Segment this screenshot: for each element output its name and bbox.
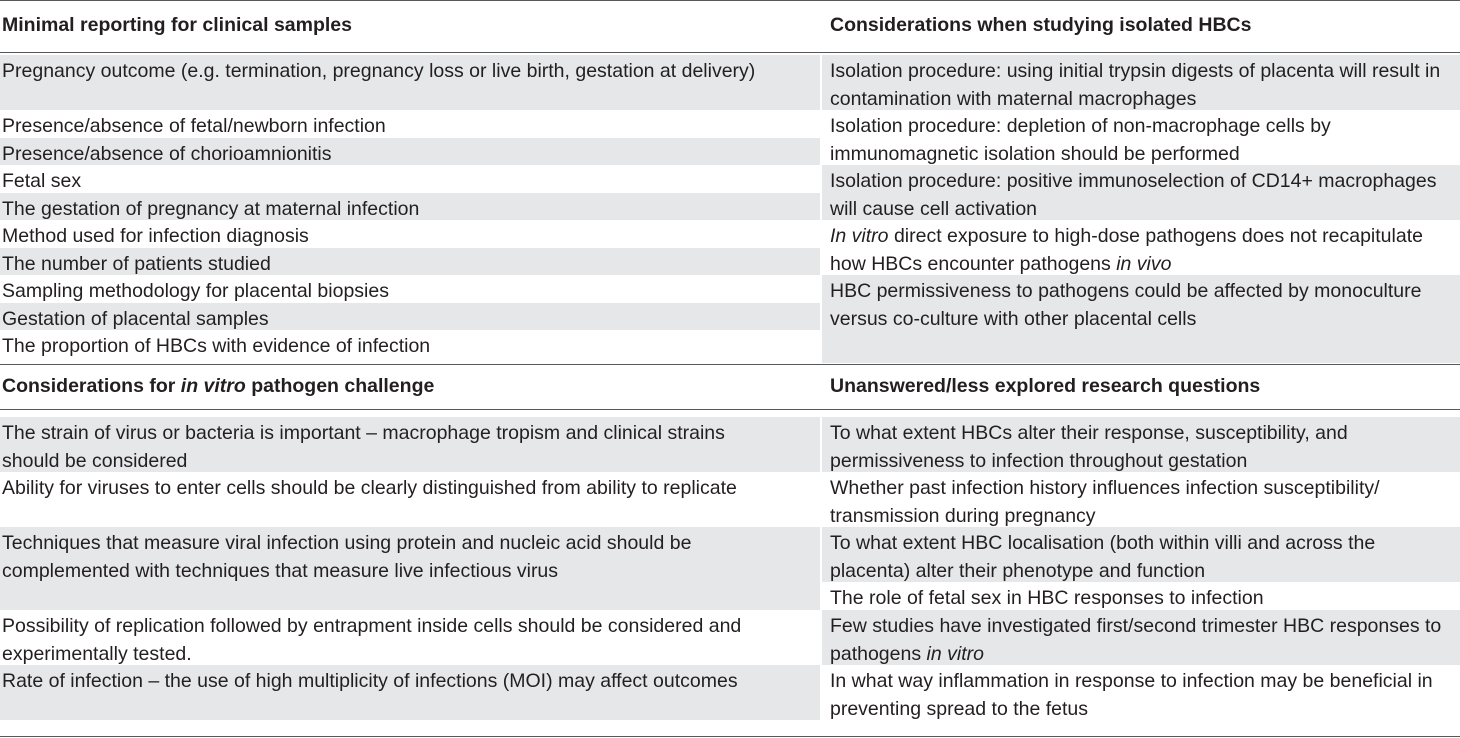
clinical-item: Method used for infection diagnosis (2, 225, 309, 247)
questions-section-title: Unanswered/less explored research questions (830, 375, 1261, 397)
challenge-item: Techniques that measure viral infection using protein and nucleic acid should be complemented with techniques that measure live infectious virus (0, 527, 820, 610)
challenge-item: The strain of virus or bacteria is important – macrophage tropism and clinical strains should be considered (0, 417, 820, 472)
question-item: To what extent HBCs alter their response, susceptibility, and permissiveness to infection throughout gestation (822, 417, 1460, 472)
clinical-item: Presence/absence of fetal/newborn infection (2, 115, 386, 137)
clinical-item: The proportion of HBCs with evidence of infection (2, 335, 431, 357)
isolated-section-title: Considerations when studying isolated HBCs (830, 14, 1252, 36)
clinical-item: The number of patients studied (0, 248, 820, 275)
section-divider-rule (0, 364, 1460, 365)
challenge-section-title: Considerations for in vitro pathogen challenge (2, 375, 435, 397)
clinical-section-title: Minimal reporting for clinical samples (2, 14, 353, 36)
challenge-item: Rate of infection – the use of high multiplicity of infections (MOI) may affect outcomes (0, 665, 820, 720)
question-item: In what way inflammation in response to infection may be beneficial in preventing spread to the fetus (830, 670, 1433, 720)
question-item: Few studies have investigated first/second trimester HBC responses to pathogens in vitro (822, 610, 1460, 665)
isolated-item: Isolation procedure: using initial trypsin digests of placenta will result in contamination with maternal macrophages (822, 55, 1460, 110)
clinical-item: Sampling methodology for placental biopsies (2, 280, 389, 302)
clinical-item: Presence/absence of chorioamnionitis (0, 138, 820, 165)
clinical-item: Fetal sex (2, 170, 82, 192)
header-rule-bottom (0, 409, 1460, 410)
clinical-item: Pregnancy outcome (e.g. termination, pregnancy loss or live birth, gestation at delivery) (0, 55, 820, 110)
challenge-item: Possibility of replication followed by entrapment inside cells should be considered and experimentally tested. (2, 615, 742, 665)
header-rule-top (0, 52, 1460, 53)
question-item: Whether past infection history influences infection susceptibility/ transmission during pregnancy (830, 477, 1380, 527)
isolated-item: Isolation procedure: depletion of non-macrophage cells by immunomagnetic isolation should be performed (830, 115, 1331, 165)
isolated-item: Isolation procedure: positive immunoselection of CD14+ macrophages will cause cell activation (822, 165, 1460, 220)
question-item: To what extent HBC localisation (both within villi and across the placenta) alter their phenotype and function (822, 527, 1460, 582)
question-item: The role of fetal sex in HBC responses to infection (830, 587, 1264, 609)
challenge-item: Ability for viruses to enter cells should be clearly distinguished from ability to replicate (2, 477, 737, 499)
table-top-rule (0, 0, 1460, 1)
clinical-item: Gestation of placental samples (0, 303, 820, 330)
isolated-item: In vitro direct exposure to high-dose pathogens does not recapitulate how HBCs encounter pathogens in vivo (830, 225, 1423, 275)
isolated-item: HBC permissiveness to pathogens could be affected by monoculture versus co-culture with other placental cells (822, 275, 1460, 363)
table-bottom-rule (0, 736, 1460, 737)
clinical-item: The gestation of pregnancy at maternal infection (0, 193, 820, 220)
